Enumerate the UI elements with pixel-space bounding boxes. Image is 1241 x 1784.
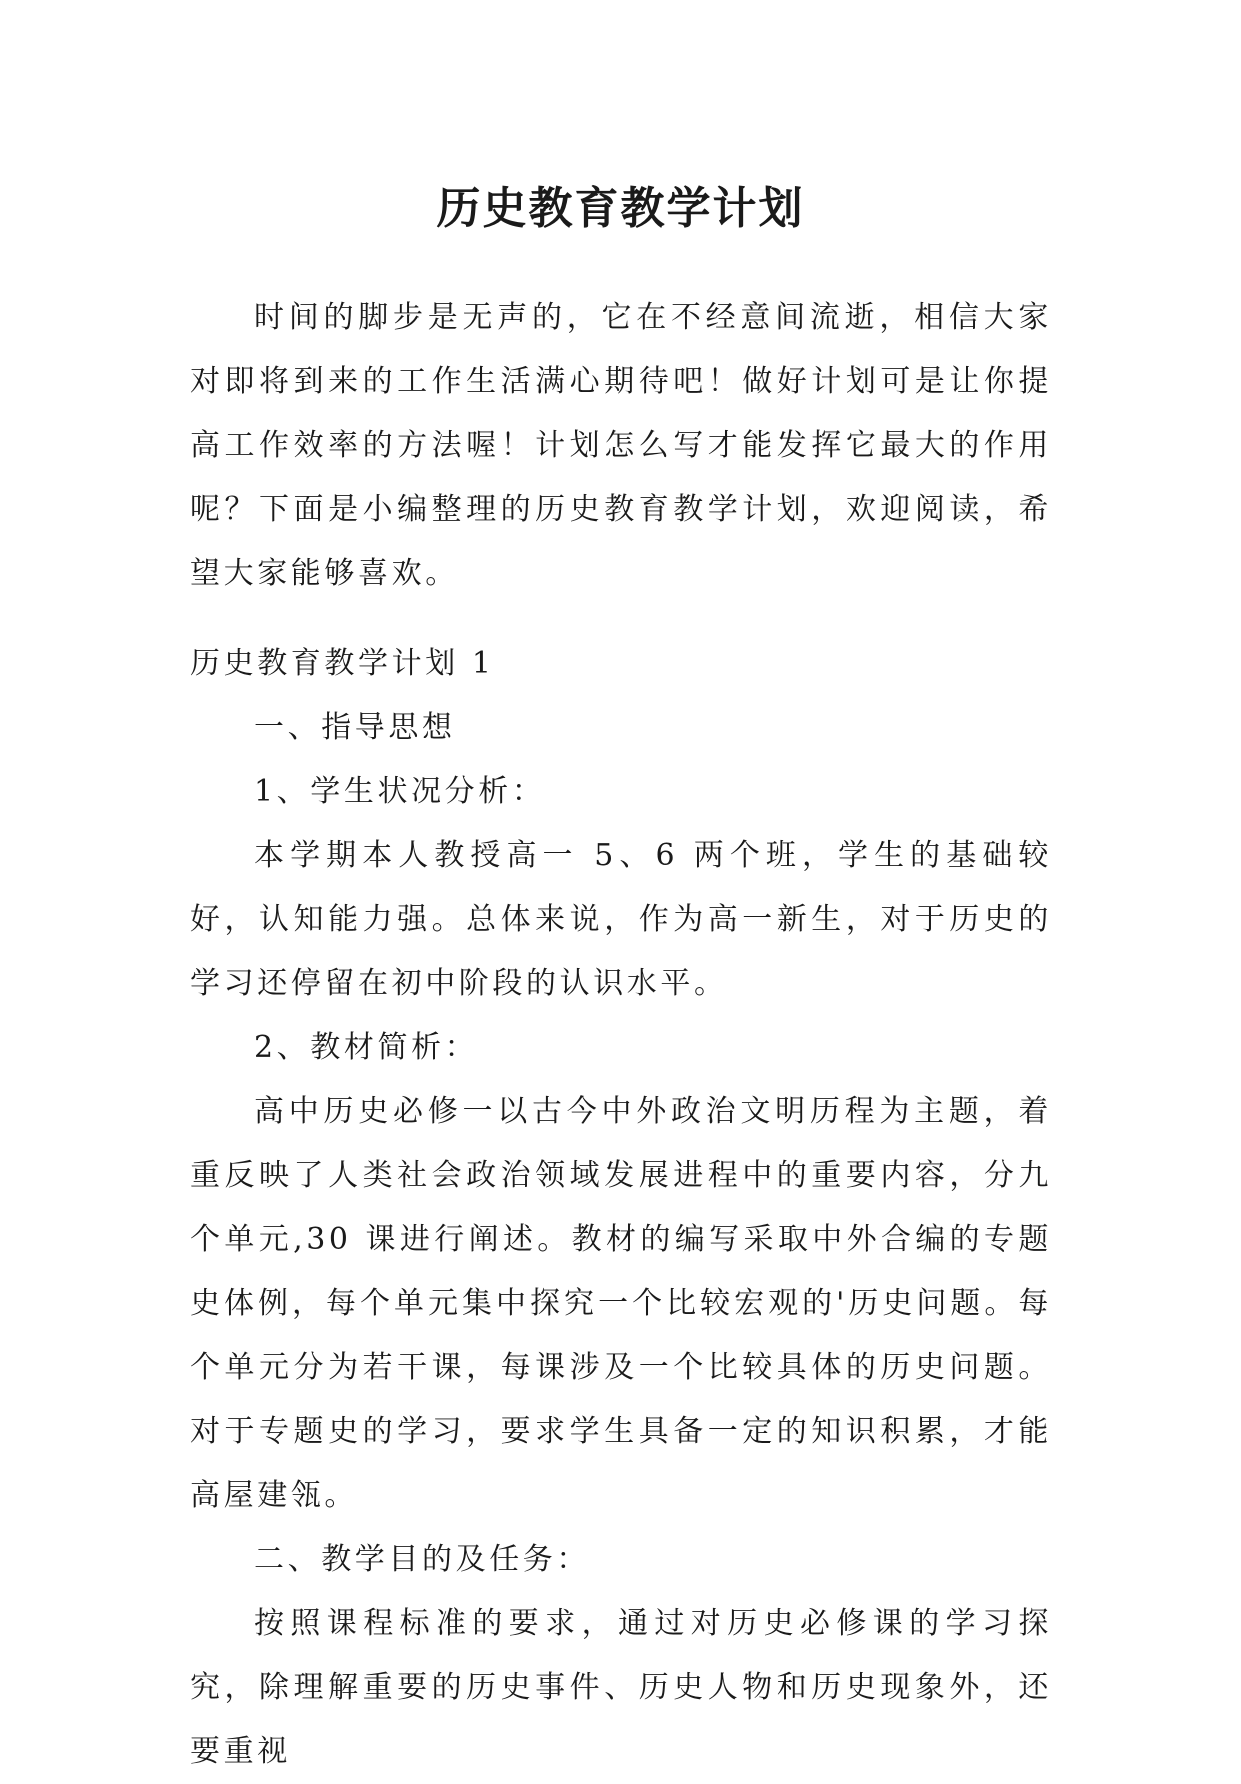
intro-paragraph: 时间的脚步是无声的，它在不经意间流逝，相信大家对即将到来的工作生活满心期待吧！做好计划可是让你提高工作效率的方法喔！计划怎么写才能发挥它最大的作用呢？下面是小编整理的历史教育教学计划，欢迎阅读，希望大家能够喜欢。 [190, 300, 1052, 591]
paragraph-teaching-goals: 按照课程标准的要求，通过对历史必修课的学习探究，除理解重要的历史事件、历史人物和历史现象外，还要重视 [190, 1606, 1052, 1769]
section-title: 历史教育教学计划 1 [190, 646, 495, 681]
section-block [190, 632, 1052, 1784]
heading-teaching-goals: 二、教学目的及任务： [254, 1542, 590, 1577]
heading-guiding-ideology: 一、指导思想 [254, 710, 456, 745]
paragraph-student-analysis: 本学期本人教授高一 5、6 两个班，学生的基础较好，认知能力强。总体来说，作为高一新生，对于历史的学习还停留在初中阶段的认识水平。 [190, 838, 1052, 1001]
heading-student-analysis: 1、学生状况分析： [254, 774, 546, 809]
intro-block [190, 286, 1052, 606]
document-title: 历史教育教学计划 [436, 183, 805, 235]
paragraph-textbook-analysis: 高中历史必修一以古今中外政治文明历程为主题，着重反映了人类社会政治领域发展进程中的重要内容，分九个单元,30 课进行阐述。教材的编写采取中外合编的专题史体例，每个单元集中探究一个比较宏观的'历史问题。每个单元分为若干课，每课涉及一个比较具体的历史问题。对于专题史的学习，要求学生具备一定的知识积累，才能高屋建瓴。 [190, 1094, 1052, 1513]
heading-textbook-analysis: 2、教材简析： [254, 1030, 479, 1065]
